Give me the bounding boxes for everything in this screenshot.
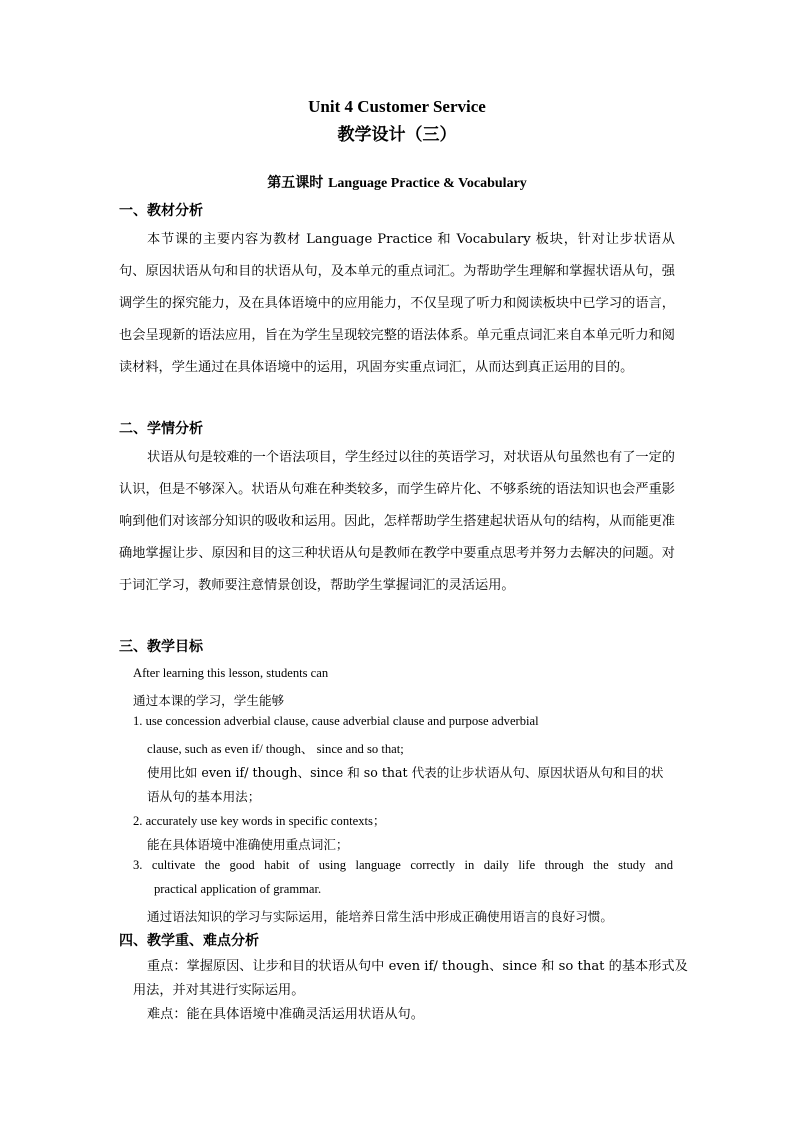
section-heading-students: 二、学情分析 <box>119 421 203 437</box>
lesson-prefix: 第五课时 <box>267 175 324 191</box>
objective-1-en-line2: clause, such as even if/ though、 since and so that; <box>147 742 404 756</box>
section-text-students: 状语从句是较难的一个语法项目，学生经过以往的英语学习，对状语从句虽然也有了一定的认识，但是不够深入。状语从句难在种类较多，而学生碎片化、不够系统的语法知识也会严重影响到他们对该部分知识的吸收和运用。因此，怎样帮助学生搭建起状语从句的结构，从而能更准确地掌握让步、原因和目的这三种状语从句是教师在教学中要重点思考并努力去解决的问题。对于词汇学习，教师要注意情景创设，帮助学生掌握词汇的灵活运用。 <box>119 450 675 593</box>
objective-3-en-line1: 3. cultivate the good habit of using language correctly in daily life through the study and <box>133 858 673 872</box>
section-heading-objectives: 三、教学目标 <box>119 639 203 655</box>
objective-2-cn: 能在具体语境中准确使用重点词汇； <box>147 837 349 852</box>
objective-3-en-line2: practical application of grammar. <box>154 882 322 896</box>
section-heading-key-points: 四、教学重、难点分析 <box>119 933 259 949</box>
lesson-name: Language Practice & Vocabulary <box>328 176 527 191</box>
lesson-title <box>0 172 794 192</box>
objective-1-cn-line1: 使用比如 even if/ though、since 和 so that 代表的让步状语从句、原因状语从句和目的状 <box>147 765 664 780</box>
key-point-line2: 用法，并对其进行实际运用。 <box>133 983 305 998</box>
objective-3-cn: 通过语法知识的学习与实际运用，能培养日常生活中形成正确使用语言的良好习惯。 <box>147 909 613 924</box>
objective-1-en-line1: 1. use concession adverbial clause, cause adverbial clause and purpose adverbial <box>133 714 539 728</box>
objectives-intro-en: After learning this lesson, students can <box>133 666 329 680</box>
document-title: Unit 4 Customer Service <box>308 97 486 116</box>
objectives-intro-cn: 通过本课的学习，学生能够 <box>133 693 285 708</box>
difficulty-point: 难点：能在具体语境中准确灵活运用状语从句。 <box>147 1007 424 1022</box>
document-subtitle: 教学设计（三） <box>337 125 457 145</box>
objective-1-cn-line2: 语从句的基本用法； <box>147 789 261 804</box>
section-heading-materials: 一、教材分析 <box>119 203 203 219</box>
key-point-line1: 重点：掌握原因、让步和目的状语从句中 even if/ though、since 和 so that 的基本形式及 <box>147 959 688 974</box>
objective-2-en: 2. accurately use key words in specific contexts； <box>133 814 386 828</box>
section-text-materials: 本节课的主要内容为教材 Language Practice 和 Vocabulary 板块，针对让步状语从句、原因状语从句和目的状语从句，及本单元的重点词汇。为帮助学生理解和掌握状语从句，强调学生的探究能力，及在具体语境中的应用能力，不仅呈现了听力和阅读板块中已学习的语言，也会呈现新的语法应用，旨在为学生呈现较完整的语法体系。单元重点词汇来自本单元听力和阅读材料，学生通过在具体语境中的运用，巩固夯实重点词汇，从而达到真正运用的目的。 <box>119 232 675 375</box>
